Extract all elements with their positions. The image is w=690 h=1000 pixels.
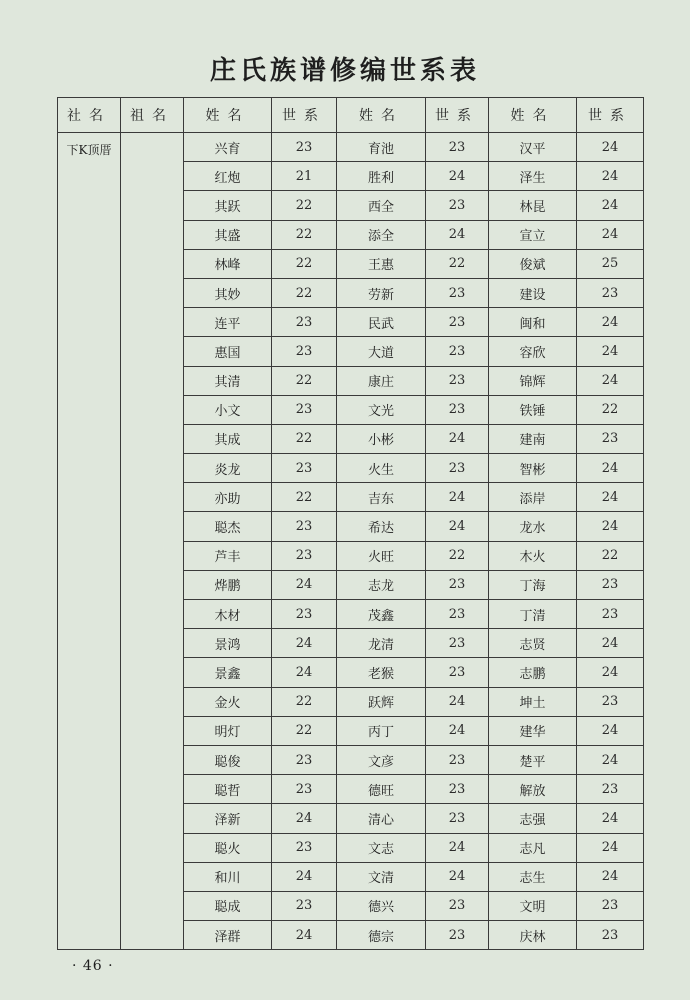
person-name-cell: 其妙 <box>184 278 272 307</box>
generation-cell: 23 <box>426 921 489 950</box>
person-name-cell: 育池 <box>337 133 426 162</box>
person-name-cell: 红炮 <box>184 162 272 191</box>
person-name-cell: 连平 <box>184 308 272 337</box>
person-name-cell: 建华 <box>489 716 577 745</box>
person-name-cell: 木材 <box>184 600 272 629</box>
generation-cell: 24 <box>577 191 644 220</box>
generation-cell: 23 <box>272 891 337 920</box>
person-name-cell: 锦辉 <box>489 366 577 395</box>
generation-cell: 22 <box>272 191 337 220</box>
person-name-cell: 其成 <box>184 424 272 453</box>
person-name-cell: 茂鑫 <box>337 600 426 629</box>
person-name-cell: 坤土 <box>489 687 577 716</box>
person-name-cell: 聪火 <box>184 833 272 862</box>
person-name-cell: 添岸 <box>489 483 577 512</box>
person-name-cell: 文明 <box>489 891 577 920</box>
generation-cell: 23 <box>426 745 489 774</box>
generation-cell: 23 <box>272 745 337 774</box>
generation-cell: 23 <box>272 512 337 541</box>
generation-cell: 23 <box>426 804 489 833</box>
generation-cell: 24 <box>577 716 644 745</box>
generation-cell: 24 <box>577 512 644 541</box>
person-name-cell: 康庄 <box>337 366 426 395</box>
person-name-cell: 其清 <box>184 366 272 395</box>
person-name-cell: 烨鹏 <box>184 570 272 599</box>
person-name-cell: 铁锤 <box>489 395 577 424</box>
person-name-cell: 志鹏 <box>489 658 577 687</box>
person-name-cell: 林峰 <box>184 249 272 278</box>
person-name-cell: 俊斌 <box>489 249 577 278</box>
person-name-cell: 胜利 <box>337 162 426 191</box>
generation-cell: 23 <box>272 454 337 483</box>
person-name-cell: 文彦 <box>337 745 426 774</box>
generation-cell: 23 <box>577 687 644 716</box>
generation-cell: 23 <box>426 775 489 804</box>
generation-cell: 25 <box>577 249 644 278</box>
generation-cell: 22 <box>426 541 489 570</box>
generation-cell: 23 <box>426 600 489 629</box>
generation-cell: 24 <box>426 512 489 541</box>
generation-cell: 23 <box>426 891 489 920</box>
person-name-cell: 泽生 <box>489 162 577 191</box>
header-name-3: 姓名 <box>489 98 577 133</box>
generation-cell: 24 <box>426 716 489 745</box>
ancestor-name-cell <box>121 133 184 950</box>
generation-cell: 24 <box>577 745 644 774</box>
generation-cell: 22 <box>272 249 337 278</box>
person-name-cell: 兴育 <box>184 133 272 162</box>
generation-cell: 22 <box>272 366 337 395</box>
generation-cell: 24 <box>577 804 644 833</box>
person-name-cell: 志龙 <box>337 570 426 599</box>
generation-cell: 22 <box>272 278 337 307</box>
person-name-cell: 容欣 <box>489 337 577 366</box>
generation-cell: 23 <box>272 395 337 424</box>
generation-cell: 24 <box>426 483 489 512</box>
person-name-cell: 楚平 <box>489 745 577 774</box>
generation-cell: 24 <box>272 862 337 891</box>
person-name-cell: 金火 <box>184 687 272 716</box>
person-name-cell: 泽新 <box>184 804 272 833</box>
person-name-cell: 龙水 <box>489 512 577 541</box>
generation-cell: 23 <box>272 308 337 337</box>
person-name-cell: 志贤 <box>489 629 577 658</box>
person-name-cell: 泽群 <box>184 921 272 950</box>
generation-cell: 24 <box>577 366 644 395</box>
person-name-cell: 文光 <box>337 395 426 424</box>
generation-cell: 24 <box>577 454 644 483</box>
person-name-cell: 志强 <box>489 804 577 833</box>
person-name-cell: 志凡 <box>489 833 577 862</box>
person-name-cell: 文志 <box>337 833 426 862</box>
genealogy-table <box>57 97 644 950</box>
generation-cell: 23 <box>426 658 489 687</box>
person-name-cell: 景鑫 <box>184 658 272 687</box>
generation-cell: 24 <box>426 424 489 453</box>
generation-cell: 23 <box>577 424 644 453</box>
header-name-1: 姓名 <box>184 98 272 133</box>
generation-cell: 24 <box>272 921 337 950</box>
person-name-cell: 德宗 <box>337 921 426 950</box>
generation-cell: 23 <box>426 395 489 424</box>
generation-cell: 23 <box>426 308 489 337</box>
generation-cell: 22 <box>272 220 337 249</box>
generation-cell: 23 <box>426 278 489 307</box>
person-name-cell: 劳新 <box>337 278 426 307</box>
person-name-cell: 林昆 <box>489 191 577 220</box>
header-generation-1: 世系 <box>272 98 337 133</box>
generation-cell: 23 <box>272 600 337 629</box>
generation-cell: 23 <box>577 600 644 629</box>
generation-cell: 22 <box>272 483 337 512</box>
person-name-cell: 闽和 <box>489 308 577 337</box>
person-name-cell: 文清 <box>337 862 426 891</box>
generation-cell: 24 <box>577 658 644 687</box>
generation-cell: 24 <box>426 687 489 716</box>
person-name-cell: 丁清 <box>489 600 577 629</box>
person-name-cell: 明灯 <box>184 716 272 745</box>
person-name-cell: 西全 <box>337 191 426 220</box>
generation-cell: 24 <box>577 833 644 862</box>
generation-cell: 24 <box>426 862 489 891</box>
person-name-cell: 亦助 <box>184 483 272 512</box>
person-name-cell: 宣立 <box>489 220 577 249</box>
header-ancestor-name: 祖名 <box>121 98 184 133</box>
person-name-cell: 吉东 <box>337 483 426 512</box>
person-name-cell: 芦丰 <box>184 541 272 570</box>
generation-cell: 22 <box>577 541 644 570</box>
generation-cell: 23 <box>426 337 489 366</box>
generation-cell: 24 <box>577 308 644 337</box>
generation-cell: 23 <box>426 570 489 599</box>
generation-cell: 24 <box>577 337 644 366</box>
generation-cell: 22 <box>426 249 489 278</box>
person-name-cell: 德旺 <box>337 775 426 804</box>
generation-cell: 23 <box>272 337 337 366</box>
generation-cell: 24 <box>272 804 337 833</box>
person-name-cell: 民武 <box>337 308 426 337</box>
header-generation-3: 世系 <box>577 98 644 133</box>
person-name-cell: 龙清 <box>337 629 426 658</box>
person-name-cell: 其盛 <box>184 220 272 249</box>
generation-cell: 24 <box>426 220 489 249</box>
generation-cell: 21 <box>272 162 337 191</box>
generation-cell: 22 <box>272 424 337 453</box>
generation-cell: 23 <box>577 775 644 804</box>
generation-cell: 24 <box>577 862 644 891</box>
generation-cell: 23 <box>272 833 337 862</box>
person-name-cell: 建南 <box>489 424 577 453</box>
generation-cell: 23 <box>577 570 644 599</box>
generation-cell: 24 <box>577 162 644 191</box>
person-name-cell: 丙丁 <box>337 716 426 745</box>
social-name-cell: 下K顶厝 <box>58 133 121 950</box>
generation-cell: 24 <box>577 133 644 162</box>
person-name-cell: 火旺 <box>337 541 426 570</box>
person-name-cell: 聪俊 <box>184 745 272 774</box>
header-social-name: 社名 <box>58 98 121 133</box>
person-name-cell: 和川 <box>184 862 272 891</box>
person-name-cell: 跃辉 <box>337 687 426 716</box>
person-name-cell: 景鸿 <box>184 629 272 658</box>
page-number: · 46 · <box>72 958 114 974</box>
generation-cell: 24 <box>426 162 489 191</box>
person-name-cell: 老猴 <box>337 658 426 687</box>
generation-cell: 23 <box>426 454 489 483</box>
generation-cell: 24 <box>577 629 644 658</box>
generation-cell: 23 <box>426 366 489 395</box>
generation-cell: 24 <box>272 658 337 687</box>
generation-cell: 23 <box>426 191 489 220</box>
generation-cell: 24 <box>577 483 644 512</box>
person-name-cell: 木火 <box>489 541 577 570</box>
person-name-cell: 惠国 <box>184 337 272 366</box>
generation-cell: 23 <box>272 775 337 804</box>
generation-cell: 24 <box>577 220 644 249</box>
generation-cell: 24 <box>272 629 337 658</box>
person-name-cell: 智彬 <box>489 454 577 483</box>
person-name-cell: 王惠 <box>337 249 426 278</box>
generation-cell: 22 <box>577 395 644 424</box>
person-name-cell: 希达 <box>337 512 426 541</box>
person-name-cell: 火生 <box>337 454 426 483</box>
generation-cell: 23 <box>272 133 337 162</box>
generation-cell: 23 <box>426 133 489 162</box>
person-name-cell: 聪杰 <box>184 512 272 541</box>
generation-cell: 22 <box>272 716 337 745</box>
person-name-cell: 小彬 <box>337 424 426 453</box>
person-name-cell: 建设 <box>489 278 577 307</box>
person-name-cell: 解放 <box>489 775 577 804</box>
person-name-cell: 庆林 <box>489 921 577 950</box>
person-name-cell: 丁海 <box>489 570 577 599</box>
generation-cell: 24 <box>426 833 489 862</box>
person-name-cell: 德兴 <box>337 891 426 920</box>
generation-cell: 23 <box>426 629 489 658</box>
person-name-cell: 其跃 <box>184 191 272 220</box>
header-generation-2: 世系 <box>426 98 489 133</box>
page-title: 庄氏族谱修编世系表 <box>209 56 480 86</box>
generation-cell: 23 <box>272 541 337 570</box>
person-name-cell: 汉平 <box>489 133 577 162</box>
table-header-row <box>58 98 644 133</box>
generation-cell: 23 <box>577 891 644 920</box>
person-name-cell: 志生 <box>489 862 577 891</box>
person-name-cell: 炎龙 <box>184 454 272 483</box>
person-name-cell: 小文 <box>184 395 272 424</box>
person-name-cell: 大道 <box>337 337 426 366</box>
person-name-cell: 添全 <box>337 220 426 249</box>
generation-cell: 23 <box>577 278 644 307</box>
person-name-cell: 聪成 <box>184 891 272 920</box>
generation-cell: 24 <box>272 570 337 599</box>
generation-cell: 22 <box>272 687 337 716</box>
generation-cell: 23 <box>577 921 644 950</box>
table-row <box>58 133 644 162</box>
person-name-cell: 清心 <box>337 804 426 833</box>
person-name-cell: 聪哲 <box>184 775 272 804</box>
header-name-2: 姓名 <box>337 98 426 133</box>
